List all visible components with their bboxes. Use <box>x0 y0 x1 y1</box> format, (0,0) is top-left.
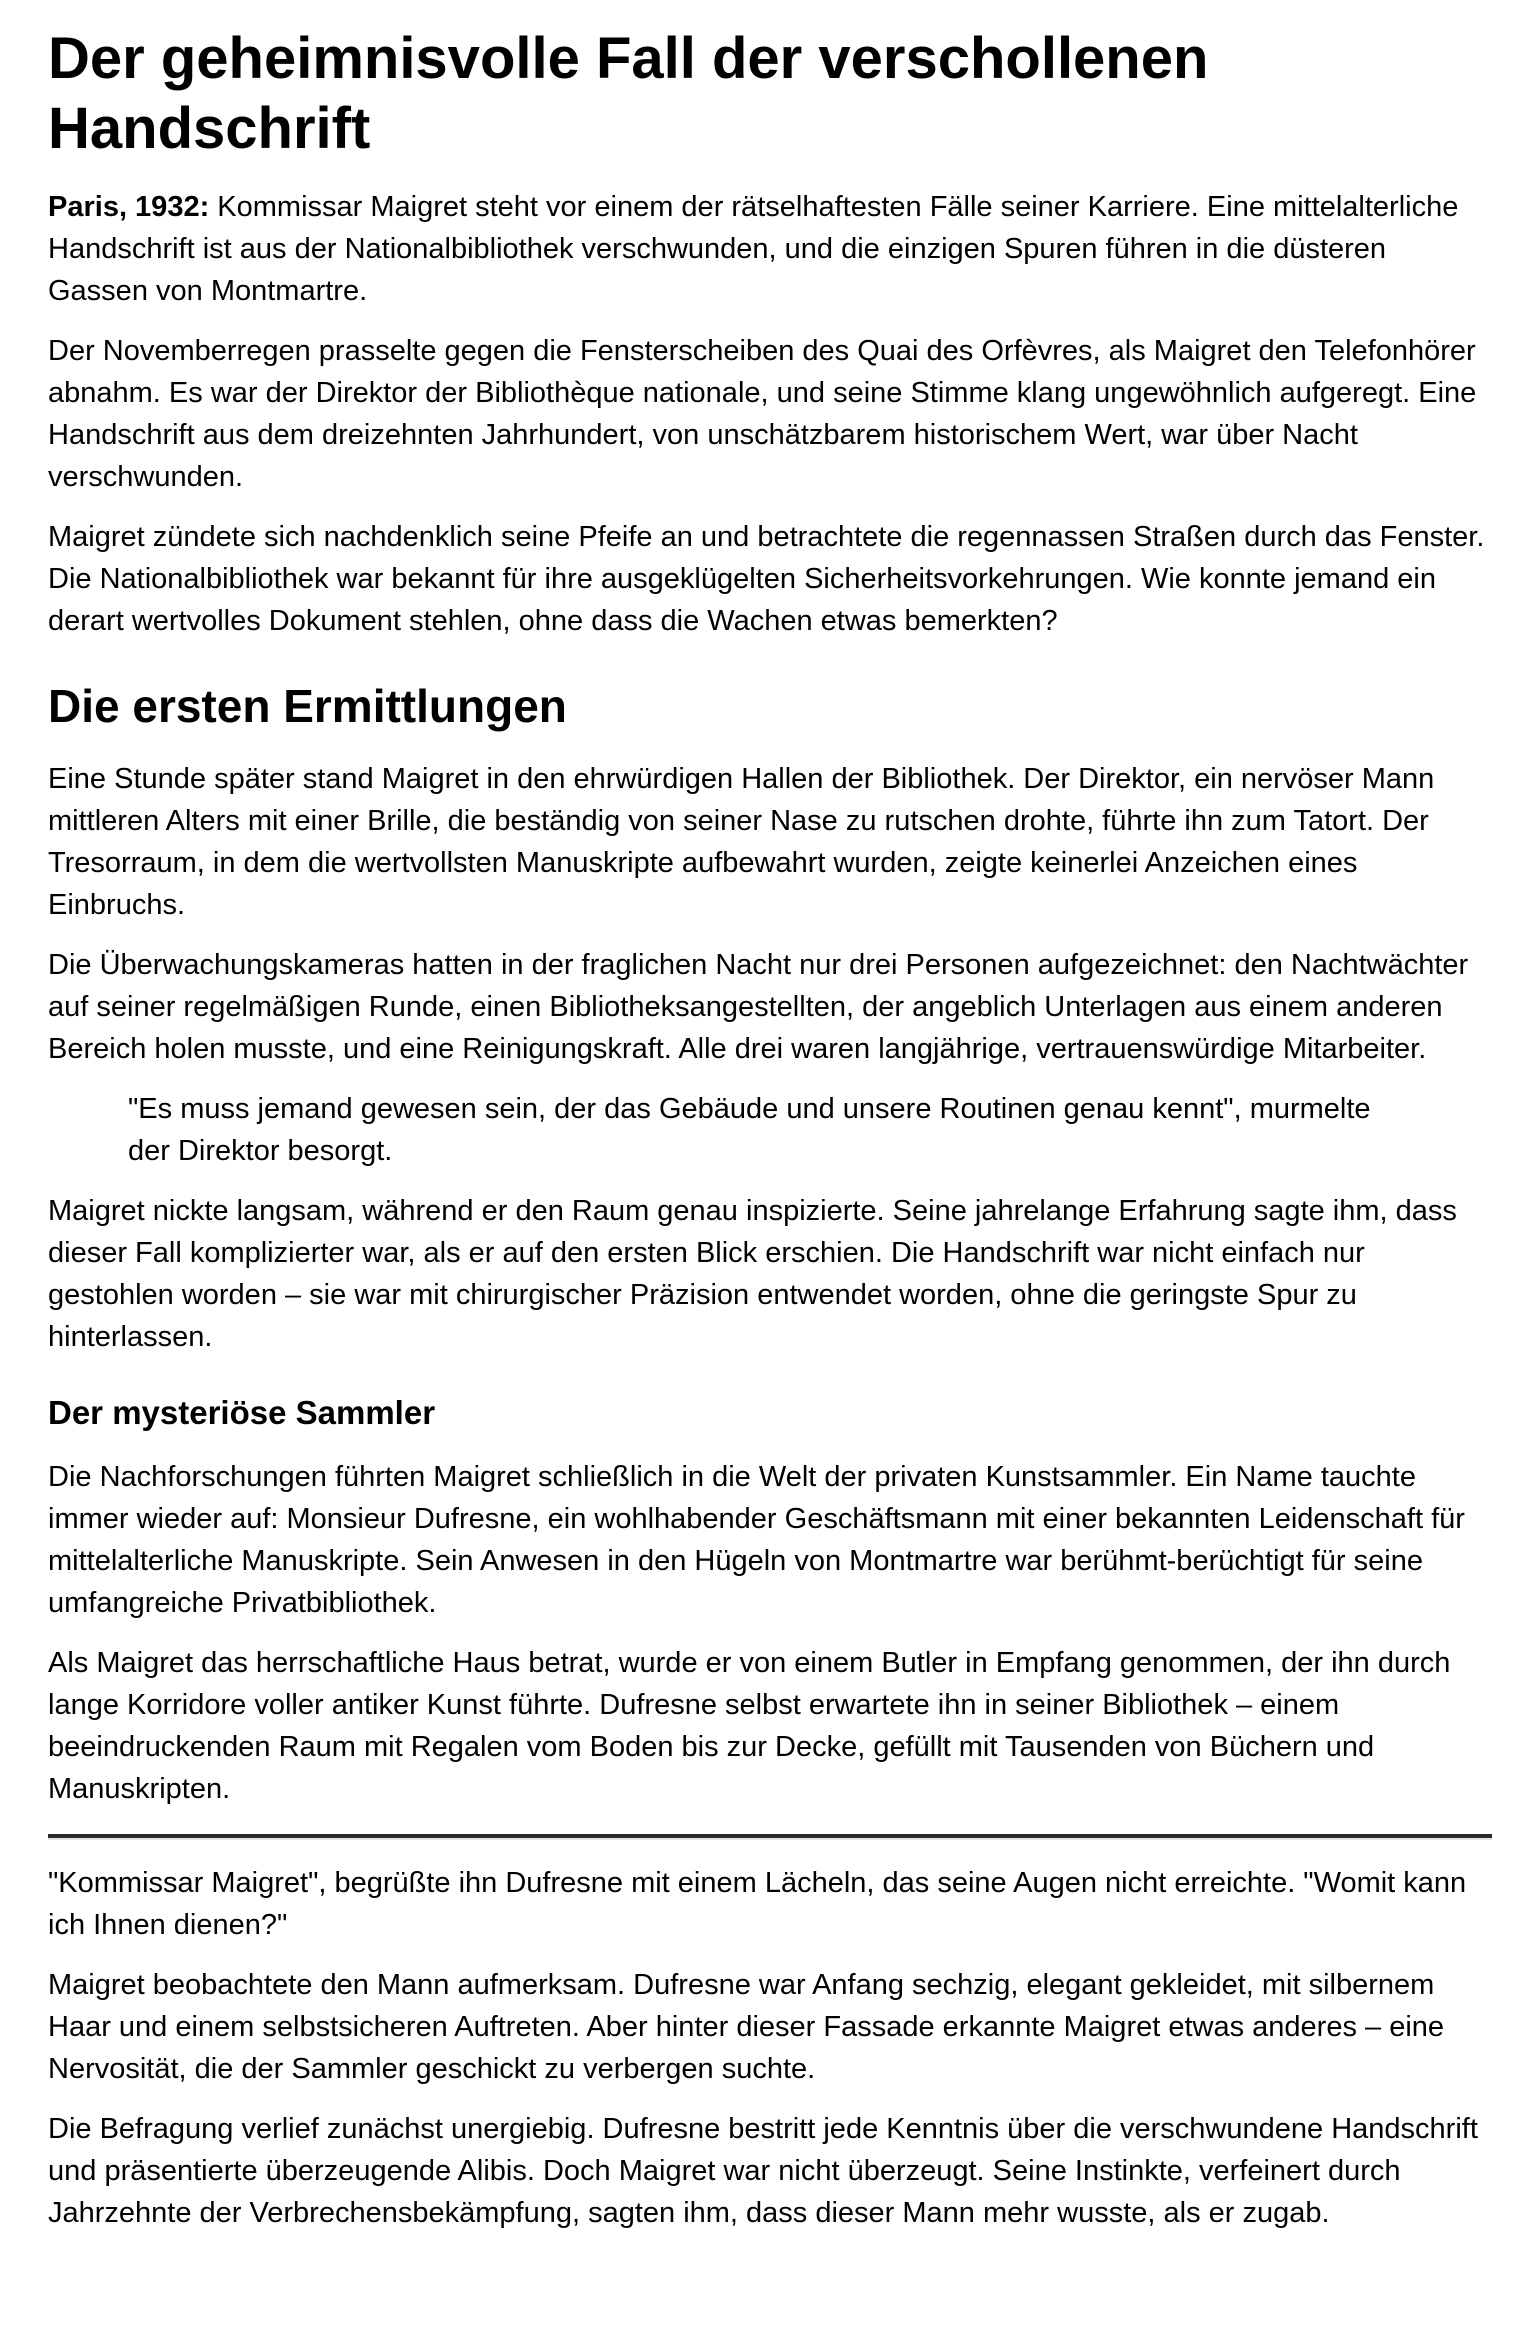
paragraph-mansion: Als Maigret das herrschaftliche Haus betrat, wurde er von einem Butler in Empfang genommen, der ihn durch lange Korridore voller antiker Kunst führte. Dufresne selbst erwartete ihn in seiner Bibliothek – einem beeindruckenden Raum mit Regalen vom Boden bis zur Decke, gefüllt mit Tausenden von Büchern und Manuskripten. <box>48 1647 1451 1805</box>
intro-paragraph <box>48 186 1492 312</box>
paragraph-surveillance-cameras: Die Überwachungskameras hatten in der fraglichen Nacht nur drei Personen aufgezeichnet: den Nachtwächter auf seiner regelmäßigen Runde, einen Bibliotheksangestellten, der angeblich Unterlagen aus einem anderen Bereich holen musste, und eine Reinigungskraft. Alle drei waren langjährige, vertrauenswürdige Mitarbeiter. <box>48 949 1469 1065</box>
intro-text: Kommissar Maigret steht vor einem der rätselhaftesten Fälle seiner Karriere. Eine mittelalterliche Handschrift ist aus der Nationalbibliothek verschwunden, und die einzigen Spuren führen in die düsteren Gassen von Montmartre. <box>48 191 1459 307</box>
blockquote-director <box>128 1088 1412 1172</box>
paragraph-pipe: Maigret zündete sich nachdenklich seine Pfeife an und betrachtete die regennassen Straßen durch das Fenster. Die Nationalbibliothek war bekannt für ihre ausgeklügelten Sicherheitsvorkehrungen. Wie konnte jemand ein derart wertvolles Dokument stehlen, ohne dass die Wachen etwas bemerkten? <box>48 521 1485 637</box>
subsection-heading-mysterious-collector: Der mysteriöse Sammler <box>48 1394 436 1431</box>
paragraph-library-visit: Eine Stunde später stand Maigret in den ehrwürdigen Hallen der Bibliothek. Der Direktor, ein nervöser Mann mittleren Alters mit einer Brille, die beständig von seiner Nase zu rutschen drohte, führte ihn zum Tatort. Der Tresorraum, in dem die wertvollsten Manuskripte aufbewahrt wurden, zeigte keinerlei Anzeichen eines Einbruchs. <box>48 763 1435 921</box>
paragraph-observation: Maigret beobachtete den Mann aufmerksam. Dufresne war Anfang sechzig, elegant gekleidet, mit silbernem Haar und einem selbstsicheren Auftreten. Aber hinter dieser Fassade erkannte Maigret etwas anderes – eine Nervosität, die der Sammler geschickt zu verbergen suchte. <box>48 1969 1445 2085</box>
paragraph-collectors-world: Die Nachforschungen führten Maigret schließlich in die Welt der privaten Kunstsammler. Ein Name tauchte immer wieder auf: Monsieur Dufresne, ein wohlhabender Geschäftsmann mit einer bekannten Leidenschaft für mittelalterliche Manuskripte. Sein Anwesen in den Hügeln von Montmartre war berühmt-berüchtigt für seine umfangreiche Privatbibliothek. <box>48 1461 1465 1619</box>
intro-dateline: Paris, 1932: <box>48 191 210 223</box>
paragraph-greeting: "Kommissar Maigret", begrüßte ihn Dufresne mit einem Lächeln, das seine Augen nicht erreichte. "Womit kann ich Ihnen dienen?" <box>48 1867 1467 1941</box>
section-heading-first-investigations: Die ersten Ermittlungen <box>48 680 567 732</box>
article-title: Der geheimnisvolle Fall der verschollenen Handschrift <box>48 26 1209 161</box>
paragraph-november-rain: Der Novemberregen prasselte gegen die Fensterscheiben des Quai des Orfèvres, als Maigret den Telefonhörer abnahm. Es war der Direktor der Bibliothèque nationale, und seine Stimme klang ungewöhnlich aufgeregt. Eine Handschrift aus dem dreizehnten Jahrhundert, von unschätzbarem historischem Wert, war über Nacht verschwunden. <box>48 335 1477 493</box>
blockquote-text: "Es muss jemand gewesen sein, der das Gebäude und unsere Routinen genau kennt", murmelte der Direktor besorgt. <box>128 1093 1371 1167</box>
paragraph-interrogation: Die Befragung verlief zunächst unergiebig. Dufresne bestritt jede Kenntnis über die verschwundene Handschrift und präsentierte überzeugende Alibis. Doch Maigret war nicht überzeugt. Seine Instinkte, verfeinert durch Jahrzehnte der Verbrechensbekämpfung, sagten ihm, dass dieser Mann mehr wusste, als er zugab. <box>48 2113 1478 2229</box>
section-divider <box>48 1834 1492 1840</box>
article <box>48 24 1492 2234</box>
paragraph-inspection: Maigret nickte langsam, während er den Raum genau inspizierte. Seine jahrelange Erfahrung sagte ihm, dass dieser Fall komplizierter war, als er auf den ersten Blick erschien. Die Handschrift war nicht einfach nur gestohlen worden – sie war mit chirurgischer Präzision entwendet worden, ohne die geringste Spur zu hinterlassen. <box>48 1195 1457 1353</box>
